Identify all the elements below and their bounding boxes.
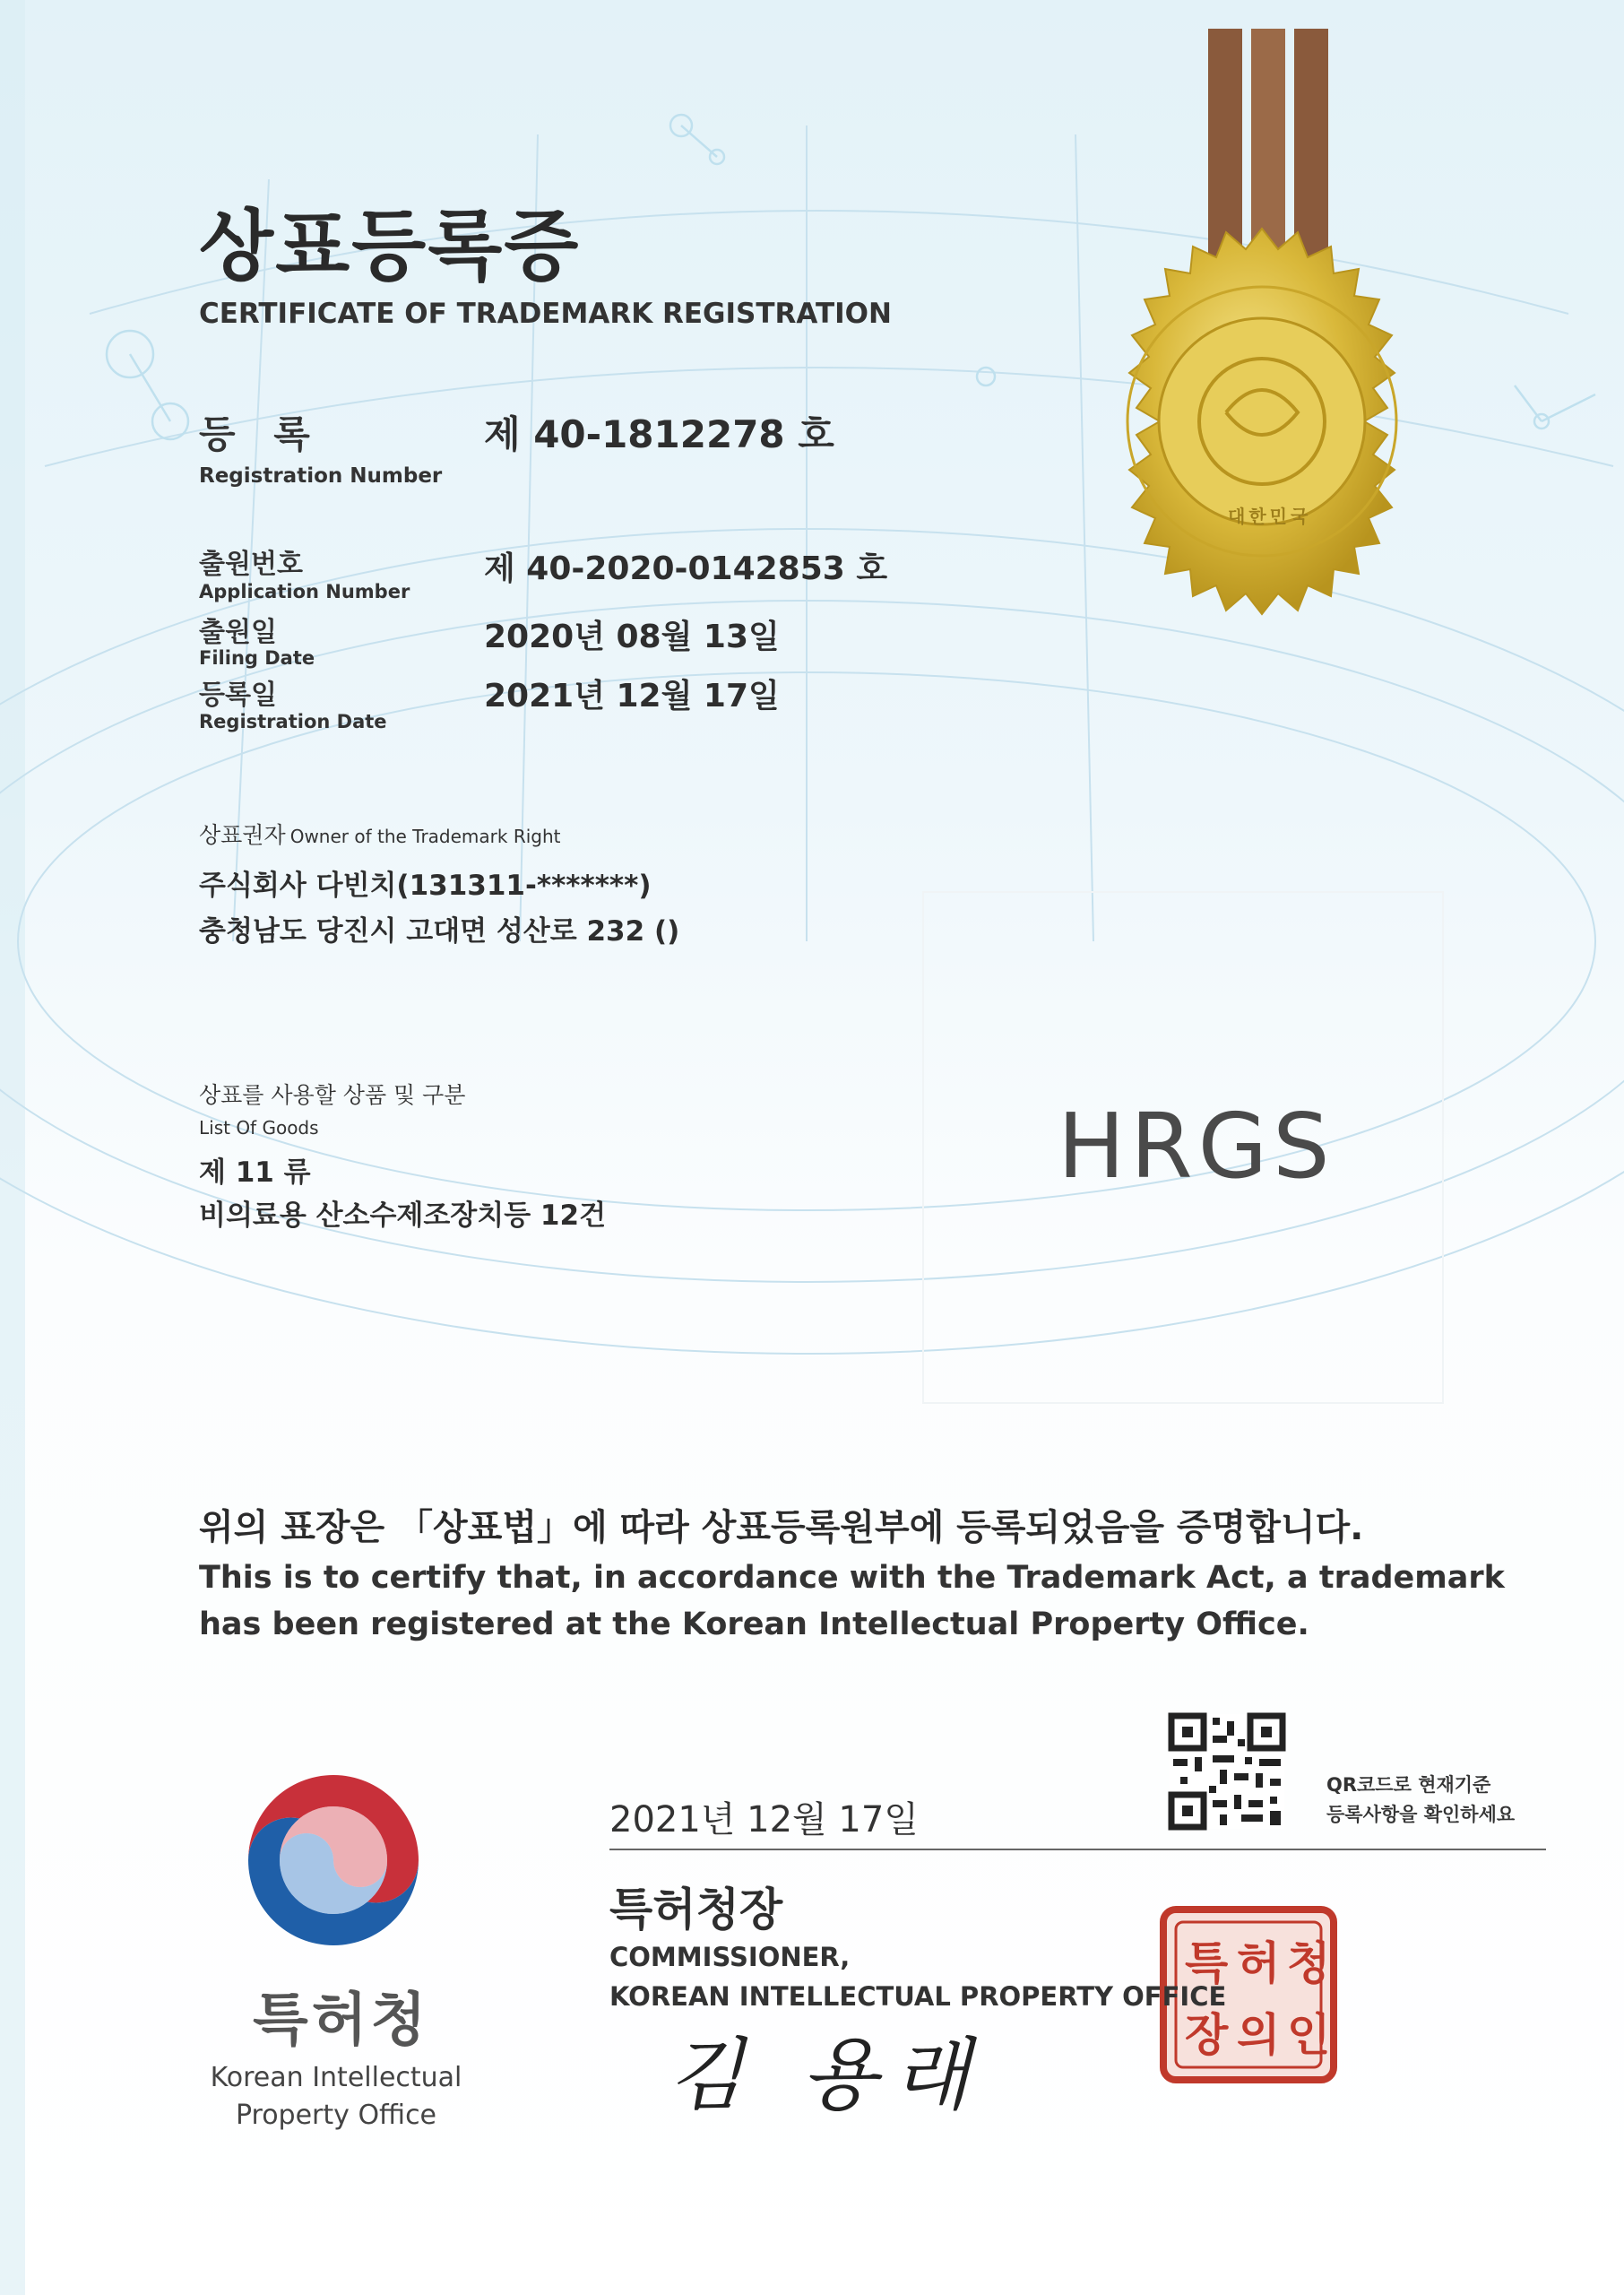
- commissioner-title-en-line1: COMMISSIONER,: [609, 1942, 851, 1972]
- filing-label-ko: 출원일: [199, 617, 277, 648]
- certify-statement-ko: 위의 표장은 「상표법」에 따라 상표등록원부에 등록되었음을 증명합니다.: [199, 1507, 1364, 1548]
- issue-date: 2021년 12월 17일: [609, 1799, 919, 1840]
- owner-label-en: Owner of the Trademark Right: [289, 826, 561, 847]
- qr-code: [1170, 1714, 1284, 1829]
- commissioner-title-ko: 특허청장: [609, 1884, 783, 1936]
- application-label-ko: 출원번호: [199, 549, 303, 580]
- gold-seal: [1127, 229, 1396, 614]
- kipo-name-en-line1: Korean Intellectual: [210, 2062, 462, 2093]
- kipo-taegeuk-logo: [248, 1775, 419, 1945]
- red-seal-char-6: 인: [1287, 2008, 1331, 2061]
- reg-date-label-ko: 등록일: [199, 680, 277, 711]
- red-seal-char-1: 특: [1185, 1936, 1229, 1989]
- red-seal-char-3: 청: [1287, 1936, 1331, 1989]
- owner-label: [199, 818, 561, 850]
- registration-label-en: Registration Number: [199, 464, 443, 488]
- owner-address: 충청남도 당진시 고대면 성산로 232 (): [199, 915, 680, 948]
- title-korean: 상표등록증: [199, 202, 581, 291]
- reg-date-label-en: Registration Date: [199, 711, 387, 732]
- red-seal-char-5: 의: [1237, 2008, 1281, 2061]
- goods-label-en: List Of Goods: [199, 1117, 319, 1139]
- commissioner-title-en-line2: KOREAN INTELLECTUAL PROPERTY OFFICE: [609, 1981, 1227, 2012]
- owner-label-ko: 상표권자: [199, 822, 286, 848]
- goods-label-ko: 상표를 사용할 상품 및 구분: [199, 1082, 466, 1108]
- ribbon-decoration: [1208, 29, 1328, 280]
- kipo-name-en-line2: Property Office: [235, 2100, 437, 2131]
- certify-statement-en-line1: This is to certify that, in accordance with the Trademark Act, a trademark: [199, 1560, 1505, 1596]
- red-seal-char-2: 허: [1237, 1936, 1281, 1989]
- red-seal-char-4: 장: [1185, 2008, 1229, 2061]
- qr-note-line2: 등록사항을 확인하세요: [1326, 1804, 1516, 1825]
- registration-label-ko: 등 록: [199, 412, 323, 456]
- title-english: CERTIFICATE OF TRADEMARK REGISTRATION: [199, 298, 892, 330]
- registration-number: 제 40-1812278 호: [484, 412, 834, 456]
- signature-divider: [609, 1849, 1546, 1850]
- kipo-name-ko: 특허청: [253, 1988, 430, 2054]
- registration-date: 2021년 12월 17일: [484, 678, 780, 714]
- filing-label-en: Filing Date: [199, 647, 315, 669]
- certify-statement-en-line2: has been registered at the Korean Intellectual Property Office.: [199, 1606, 1309, 1642]
- application-number: 제 40-2020-0142853 호: [484, 550, 888, 587]
- commissioner-signature: 김 용래: [668, 2029, 986, 2121]
- gold-seal-inscription: 대한민국: [1228, 506, 1312, 527]
- qr-note-line1: QR코드로 현재기준: [1326, 1774, 1491, 1796]
- owner-name: 주식회사 다빈치(131311-*******): [199, 870, 652, 902]
- goods-items: 비의료용 산소수제조장치등 12건: [199, 1199, 607, 1232]
- application-label-en: Application Number: [199, 581, 410, 602]
- filing-date: 2020년 08월 13일: [484, 619, 780, 655]
- trademark-image-text: HRGS: [1058, 1094, 1335, 1199]
- goods-class: 제 11 류: [199, 1156, 311, 1189]
